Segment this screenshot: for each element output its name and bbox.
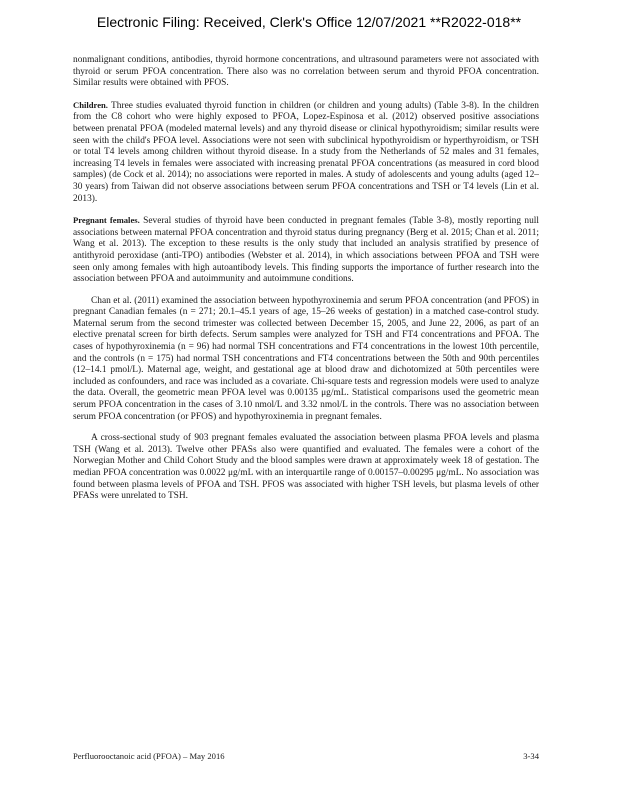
paragraph-wang-2013 [73,433,539,503]
paragraph-children [73,100,539,205]
footer-document-title: Perfluorooctanoic acid (PFOA) – May 2016 [73,751,225,761]
paragraph-continued [73,55,539,90]
page-number: 3-34 [523,751,539,761]
paragraph-text: A cross-sectional study of 903 pregnant females evaluated the association between plasma PFOA levels and plasma TSH (Wang et al. 2013). Twelve other PFASs also were quantified and evaluated. The females were a cohort of the Norwegian Mother and Child Cohort Study and the blood samples were drawn at approximately week 18 of gestation. The median PFOA concentration was 0.0022 μg/mL with an interquartile range of 0.00157–0.00295 μg/mL. No association was found between plasma levels of PFOA and TSH. PFOS was associated with higher TSH levels, but plasma levels of other PFASs were unrelated to TSH. [73,433,539,502]
paragraph-text: Several studies of thyroid have been conducted in pregnant females (Table 3-8), mostly reporting null associations between maternal PFOA concentration and thyroid status during pregnancy (Berg et al. 2015; Chan et al. 2011; Wang et al. 2013). The exception to these results is the only study that included an analysis stratified by presence of antithyroid peroxidase (anti-TPO) antibodies (Webster et al. 2014), in which associations between PFOA and TSH were seen only among females with high autoantibody levels. This finding supports the importance of further research into the association between PFOA and autoimmunity and autoimmune conditions. [73,216,540,285]
paragraph-pregnant-females [73,215,539,286]
page-footer [73,751,539,761]
paragraph-chan-2011 [73,296,539,424]
paragraph-text: Three studies evaluated thyroid function in children (or children and young adults) (Table 3-8). In the children from the C8 cohort who were highly exposed to PFOA, Lopez-Espinosa et al. (2012) observed positive associations between prenatal PFOA (modeled maternal levels) and any thyroid disease or clinical hypothyroidism; similar results were seen with the child's PFOA level. Associations were not seen with subclinical hypothyroidism or hyperthyroidism, or TSH or total T4 levels among children without thyroid disease. In a study from the Netherlands of 52 males and 31 females, increasing T4 levels in females were associated with increasing prenatal PFOA concentrations (as measured in cord blood samples) (de Cock et al. 2014); no associations were reported in males. A study of adolescents and young adults (aged 12–30 years) from Taiwan did not observe associations between serum PFOA concentrations and TSH or T4 levels (Lin et al. 2013). [73,100,539,204]
filing-header: Electronic Filing: Received, Clerk's Office 12/07/2021 **R2022-018** [96,14,522,30]
paragraph-text: nonmalignant conditions, antibodies, thyroid hormone concentrations, and ultrasound parameters were not associated with thyroid or serum PFOA concentration. There also was no correlation between serum and thyroid PFOA concentration. Similar results were obtained with PFOS. [73,55,539,89]
document-body [73,55,539,513]
run-in-heading: Children. [73,99,108,110]
paragraph-text: Chan et al. (2011) examined the association between hypothyroxinemia and serum PFOA concentration (and PFOS) in pregnant Canadian females (n = 271; 20.1–45.1 years of age, 15–26 weeks of gestation) in a matched case-control study. Maternal serum from the second trimester was collected between December 15, 2005, and June 22, 2006, as part of an elective prenatal screen for birth defects. Serum samples were analyzed for TSH and FT4 concentrations and PFOA. The cases of hypothyroxinemia (n = 96) had normal TSH concentrations and FT4 concentrations in the lowest 10th percentile, and the controls (n = 175) had normal TSH concentrations and FT4 concentrations between the 50th and 90th percentiles (12–14.1 pmol/L). Maternal age, weight, and gestational age at blood draw and dichotomized at 50th percentiles were included as confounders, and race was included as a covariate. Chi-square tests and regression models were used to analyze the data. Overall, the geometric mean PFOA level was 0.00135 μg/mL. Statistical comparisons used the geometric mean serum PFOA concentration in the cases of 3.10 nmol/L and 3.32 nmol/L in the controls. There was no association between serum PFOA concentration (or PFOS) and hypothyroxinemia in pregnant females. [73,295,539,422]
run-in-heading: Pregnant females. [73,215,140,226]
